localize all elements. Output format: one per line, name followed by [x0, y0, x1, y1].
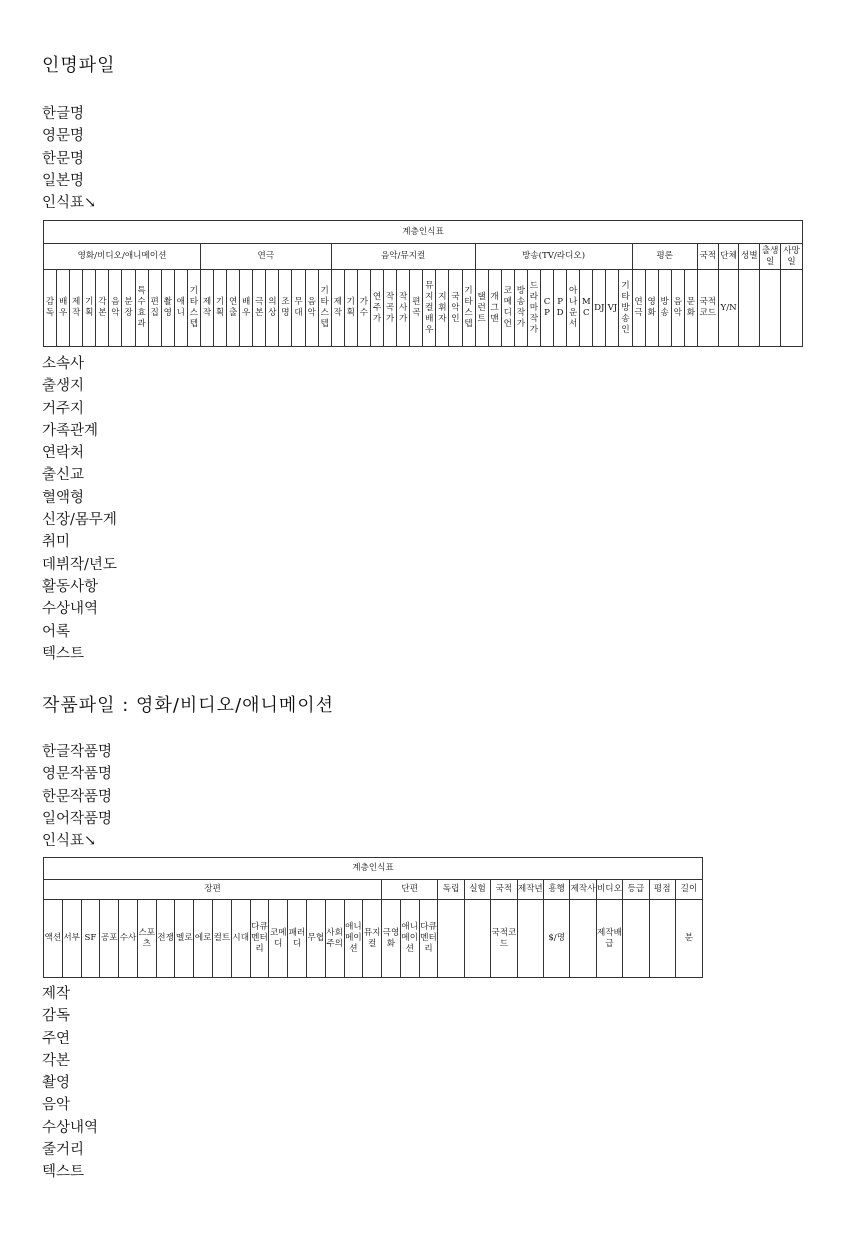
category-cell: 코메디언: [501, 270, 514, 347]
category-cell: 코메디: [269, 900, 288, 978]
attribute-header: 실험: [464, 880, 490, 900]
category-cell: 극영화: [382, 900, 401, 978]
category-cell: 음악: [305, 270, 318, 347]
attribute-value: [739, 270, 760, 347]
attribute-value: Y/N: [718, 270, 739, 347]
category-cell: 배우: [57, 270, 70, 347]
category-cell: 액션: [44, 900, 63, 978]
category-cell: 음악: [109, 270, 122, 347]
category-cell: 가수: [357, 270, 370, 347]
field-label: 수상내역: [42, 601, 99, 618]
attribute-header: 평점: [649, 880, 675, 900]
category-cell: 연극: [632, 270, 645, 347]
name-japanese: 일본명: [42, 172, 85, 189]
attribute-header: 제작사: [570, 880, 596, 900]
attribute-value: [570, 900, 596, 978]
category-cell: CP: [540, 270, 553, 347]
person-hierarchy-table: [43, 220, 803, 347]
work-hierarchy-table: [43, 857, 703, 978]
field-label: 감독: [42, 1008, 71, 1025]
attribute-value: [438, 900, 464, 978]
category-cell: 무대: [292, 270, 305, 347]
category-cell: 문화: [684, 270, 697, 347]
category-cell: 수사: [119, 900, 138, 978]
category-cell: 아나운서: [567, 270, 580, 347]
attribute-header: 출생일: [760, 244, 781, 270]
field-label: 촬영: [42, 1075, 71, 1092]
category-cell: 국악인: [449, 270, 462, 347]
field-label: 취미: [42, 534, 71, 551]
category-cell: 제작: [200, 270, 213, 347]
category-cell: 배우: [240, 270, 253, 347]
person-file-title: 인명파일: [42, 55, 116, 76]
category-cell: 서부: [62, 900, 81, 978]
category-cell: 기타스텝: [318, 270, 331, 347]
category-cell: 멜로: [175, 900, 194, 978]
field-label: 음악: [42, 1097, 71, 1114]
person-name-list: [42, 103, 96, 214]
table-caption: 계층인식표: [44, 221, 803, 244]
category-cell: 연출: [227, 270, 240, 347]
category-cell: 작곡가: [384, 270, 397, 347]
work-field-list: [42, 983, 98, 1184]
category-cell: 기획: [83, 270, 96, 347]
field-label: 수상내역: [42, 1119, 99, 1136]
attribute-value: [760, 270, 781, 347]
field-label: 혈액형: [42, 489, 85, 506]
attribute-value: 국적코드: [697, 270, 718, 347]
work-name-chinese: 한문작품명: [42, 788, 113, 805]
category-cell: 편곡: [410, 270, 423, 347]
attribute-header: 길이: [675, 880, 702, 900]
group-header: 장편: [44, 880, 382, 900]
field-label: 텍스트: [42, 645, 85, 662]
category-cell: 지휘자: [436, 270, 449, 347]
attribute-header: 국적: [697, 244, 718, 270]
group-header: 방송(TV/라디오): [475, 244, 632, 270]
attribute-header: 국적: [491, 880, 517, 900]
person-field-list: [42, 353, 117, 665]
field-label: 신장/몸무게: [42, 512, 117, 529]
group-header: 음악/뮤지컬: [331, 244, 475, 270]
category-cell: 무협: [306, 900, 325, 978]
category-cell: 분장: [122, 270, 135, 347]
category-cell: 음악: [671, 270, 684, 347]
category-cell: 방송작가: [514, 270, 527, 347]
group-header: 연극: [200, 244, 331, 270]
attribute-value: [623, 900, 649, 978]
work-id-tag-label: 인식표↘: [42, 833, 97, 850]
attribute-header: 사망일: [781, 244, 803, 270]
field-label: 가족관계: [42, 422, 99, 439]
attribute-value: 분: [675, 900, 702, 978]
category-cell: 기타스텝: [462, 270, 475, 347]
category-cell: 작사가: [397, 270, 410, 347]
category-cell: 다큐멘터리: [419, 900, 438, 978]
attribute-header: 비디오: [596, 880, 622, 900]
category-cell: 뮤지컬배우: [423, 270, 436, 347]
category-cell: 컬트: [213, 900, 232, 978]
category-cell: 촬영: [161, 270, 174, 347]
field-label: 각본: [42, 1052, 71, 1069]
category-cell: 드라마작가: [527, 270, 540, 347]
field-label: 출신교: [42, 467, 85, 484]
category-cell: 기획: [214, 270, 227, 347]
attribute-header: 등급: [623, 880, 649, 900]
attribute-value: 국적코드: [491, 900, 517, 978]
field-label: 거주지: [42, 400, 85, 417]
category-cell: MC: [580, 270, 593, 347]
attribute-value: [464, 900, 490, 978]
category-cell: 시대: [231, 900, 250, 978]
table-caption: 계층인식표: [44, 858, 703, 880]
field-label: 데뷔작/년도: [42, 556, 117, 573]
category-cell: VJ: [606, 270, 619, 347]
attribute-value: [517, 900, 543, 978]
field-label: 텍스트: [42, 1164, 85, 1181]
name-english: 영문명: [42, 128, 85, 145]
category-cell: 애니메이션: [344, 900, 363, 978]
attribute-header: 성별: [739, 244, 760, 270]
category-cell: 개그맨: [488, 270, 501, 347]
name-chinese: 한문명: [42, 150, 85, 167]
id-tag-label: 인식표↘: [42, 195, 97, 212]
field-label: 활동사항: [42, 578, 99, 595]
attribute-value: 제작배급: [596, 900, 622, 978]
category-cell: 애니메이션: [400, 900, 419, 978]
field-label: 주연: [42, 1030, 71, 1047]
work-name-list: [42, 741, 112, 852]
field-label: 어록: [42, 623, 71, 640]
category-cell: 스포츠: [137, 900, 156, 978]
group-header: 영화/비디오/애니메이션: [44, 244, 201, 270]
category-cell: 극본: [253, 270, 266, 347]
attribute-header: 독립: [438, 880, 464, 900]
category-cell: 애니: [174, 270, 187, 347]
category-cell: 뮤지컬: [363, 900, 382, 978]
category-cell: 전쟁: [156, 900, 175, 978]
category-cell: 특수효과: [135, 270, 148, 347]
category-cell: 사회주의: [325, 900, 344, 978]
category-cell: 기타스텝: [187, 270, 200, 347]
category-cell: 방송: [658, 270, 671, 347]
attribute-value: [649, 900, 675, 978]
category-cell: 의상: [266, 270, 279, 347]
field-label: 제작: [42, 986, 71, 1002]
attribute-value: [781, 270, 803, 347]
attribute-value: $/명: [543, 900, 569, 978]
field-label: 소속사: [42, 356, 85, 372]
name-korean: 한글명: [42, 106, 85, 122]
field-label: 출생지: [42, 378, 85, 395]
field-label: 연락처: [42, 445, 85, 462]
category-cell: 영화: [645, 270, 658, 347]
category-cell: 편집: [148, 270, 161, 347]
group-header: 평론: [632, 244, 697, 270]
category-cell: 제작: [331, 270, 344, 347]
work-name-japanese: 일어작품명: [42, 810, 113, 827]
category-cell: 기획: [344, 270, 357, 347]
category-cell: 제작: [70, 270, 83, 347]
category-cell: 연주가: [370, 270, 383, 347]
attribute-header: 제작년: [517, 880, 543, 900]
category-cell: DJ: [593, 270, 606, 347]
work-file-title: 작품파일 : 영화/비디오/애니메이션: [42, 695, 335, 716]
category-cell: PD: [554, 270, 567, 347]
category-cell: SF: [81, 900, 100, 978]
attribute-header: 흥행: [543, 880, 569, 900]
field-label: 줄거리: [42, 1142, 85, 1159]
category-cell: 조명: [279, 270, 292, 347]
attribute-header: 단체: [718, 244, 739, 270]
work-name-korean: 한글작품명: [42, 744, 113, 760]
group-header: 단편: [382, 880, 438, 900]
work-name-english: 영문작품명: [42, 766, 113, 783]
category-cell: 에로: [194, 900, 213, 978]
category-cell: 각본: [96, 270, 109, 347]
category-cell: 공포: [100, 900, 119, 978]
category-cell: 다큐멘터리: [250, 900, 269, 978]
category-cell: 탤런트: [475, 270, 488, 347]
category-cell: 기타방송인: [619, 270, 632, 347]
category-cell: 패러디: [288, 900, 307, 978]
category-cell: 감독: [44, 270, 57, 347]
